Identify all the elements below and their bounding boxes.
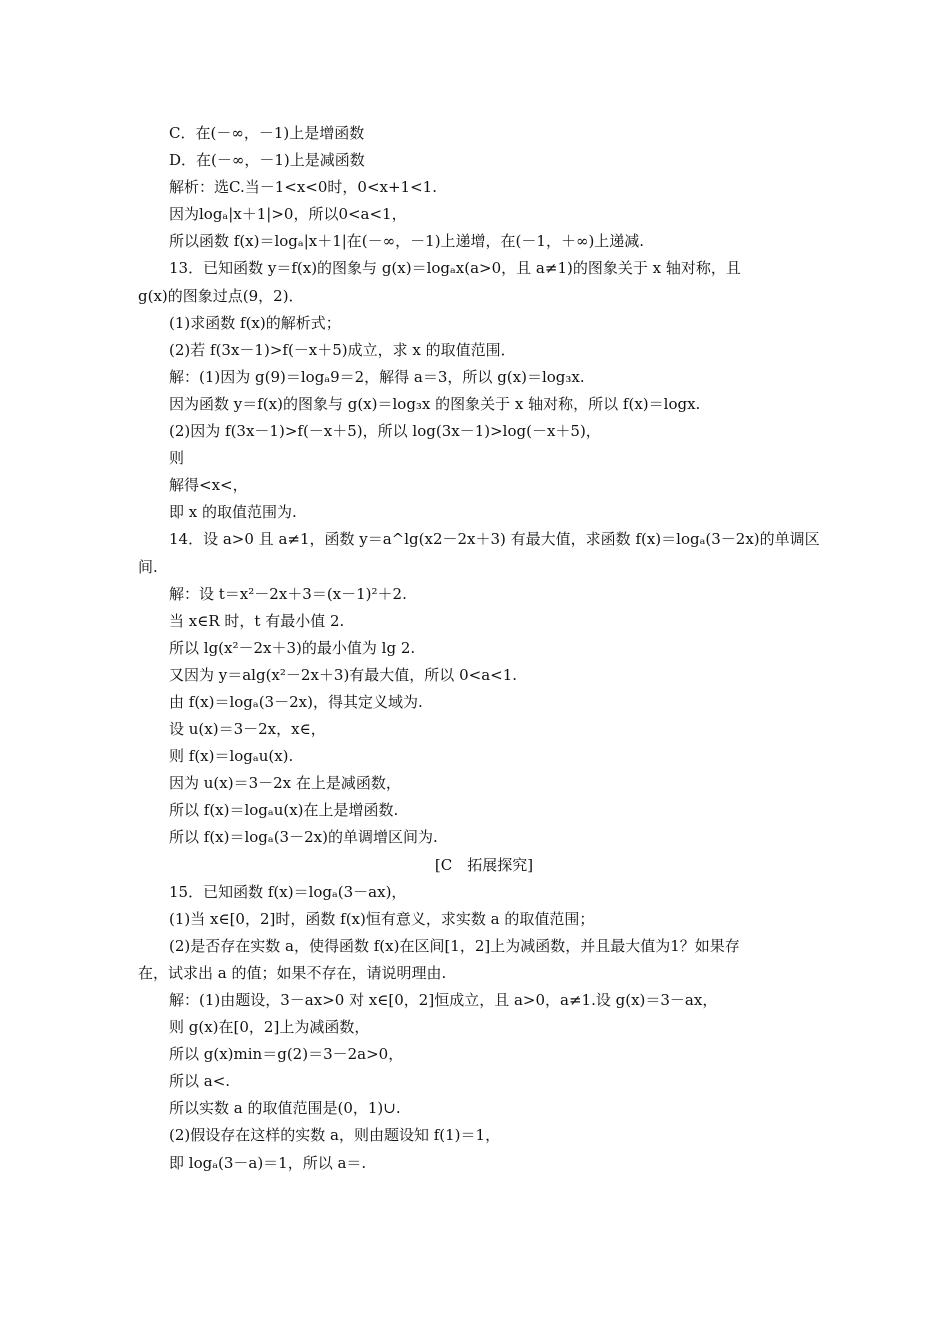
section-heading: [C 拓展探究] bbox=[434, 855, 534, 874]
text-line: 则 bbox=[169, 449, 185, 468]
text-line: 所以函数 f(x)＝logₐ|x＋1|在(－∞，－1)上递增，在(－1，＋∞)上递减. bbox=[169, 232, 645, 251]
text-line: 因为函数 y＝f(x)的图象与 g(x)＝log₃x 的图象关于 x 轴对称，所以 f(x)＝logx. bbox=[169, 394, 701, 413]
text-line: 所以 g(x)min＝g(2)＝3－2a>0， bbox=[169, 1045, 404, 1064]
text-line: 因为 u(x)＝3－2x 在上是减函数， bbox=[169, 774, 401, 793]
text-line: (2)若 f(3x－1)>f(－x＋5)成立，求 x 的取值范围． bbox=[169, 340, 516, 359]
text-line: 即 x 的取值范围为. bbox=[169, 503, 297, 522]
text-line: 当 x∈R 时，t 有最小值 2. bbox=[169, 611, 345, 630]
text-line: (1)求函数 f(x)的解析式； bbox=[169, 313, 341, 332]
text-line: (2)是否存在实数 a，使得函数 f(x)在区间[1，2]上为减函数，并且最大值为1？如果存 bbox=[169, 936, 740, 955]
text-line: 解析：选C.当－1<x<0时，0<x+1<1. bbox=[169, 178, 437, 197]
text-line: 所以 f(x)＝logₐ(3－2x)的单调增区间为. bbox=[169, 828, 438, 847]
text-line: 解：(1)由题设，3－ax>0 对 x∈[0，2]恒成立，且 a>0，a≠1.设 g(x)＝3－ax， bbox=[169, 991, 718, 1009]
text-line: 13．已知函数 y＝f(x)的图象与 g(x)＝logₐx(a>0，且 a≠1)的图象关于 x 轴对称，且 bbox=[169, 259, 741, 278]
text-line: 设 u(x)＝3－2x，x∈， bbox=[169, 720, 326, 739]
text-line: 解：(1)因为 g(9)＝logₐ9＝2，解得 a＝3，所以 g(x)＝log₃x. bbox=[169, 367, 585, 386]
text-line: 14．设 a>0 且 a≠1，函数 y＝a^lg(x2－2x＋3) 有最大值，求函数 f(x)＝logₐ(3－2x)的单调区 bbox=[169, 530, 820, 549]
text-line: 则 g(x)在[0，2]上为减函数， bbox=[169, 1018, 370, 1037]
text-line: g(x)的图象过点(9，2)． bbox=[138, 286, 304, 305]
text-line: (2)假设存在这样的实数 a，则由题设知 f(1)＝1， bbox=[169, 1126, 501, 1145]
text-line: 所以 a<. bbox=[169, 1072, 231, 1091]
text-line: 所以 f(x)＝logₐu(x)在上是增函数. bbox=[169, 801, 399, 820]
text-line: 间. bbox=[138, 557, 158, 576]
text-line: 又因为 y＝alg(x²－2x＋3)有最大值，所以 0<a<1. bbox=[169, 665, 518, 684]
text-line: 所以 lg(x²－2x＋3)的最小值为 lg 2. bbox=[169, 638, 416, 657]
text-line: (1)当 x∈[0，2]时，函数 f(x)恒有意义，求实数 a 的取值范围； bbox=[169, 909, 595, 928]
text-line: 所以实数 a 的取值范围是(0，1)∪. bbox=[169, 1099, 401, 1118]
text-line: (2)因为 f(3x－1)>f(－x＋5)，所以 log(3x－1)>log(－x＋5)， bbox=[169, 422, 601, 441]
text-line: 由 f(x)＝logₐ(3－2x)，得其定义域为. bbox=[169, 692, 423, 711]
text-line: 15．已知函数 f(x)＝logₐ(3－ax)， bbox=[169, 882, 407, 901]
text-line: D．在(－∞，－1)上是减函数 bbox=[169, 151, 365, 170]
text-line: 在，试求出 a 的值；如果不存在，请说明理由. bbox=[138, 963, 447, 982]
text-line: C．在(－∞，－1)上是增函数 bbox=[169, 124, 365, 142]
text-line: 即 logₐ(3－a)＝1，所以 a＝. bbox=[169, 1153, 367, 1172]
document-body bbox=[138, 120, 830, 1177]
text-line: 则 f(x)＝logₐu(x). bbox=[169, 747, 294, 766]
text-line: 解得<x<， bbox=[169, 476, 248, 495]
text-line: 因为logₐ|x＋1|>0，所以0<a<1， bbox=[169, 205, 407, 224]
text-line: 解：设 t＝x²－2x＋3＝(x－1)²＋2. bbox=[169, 584, 407, 603]
